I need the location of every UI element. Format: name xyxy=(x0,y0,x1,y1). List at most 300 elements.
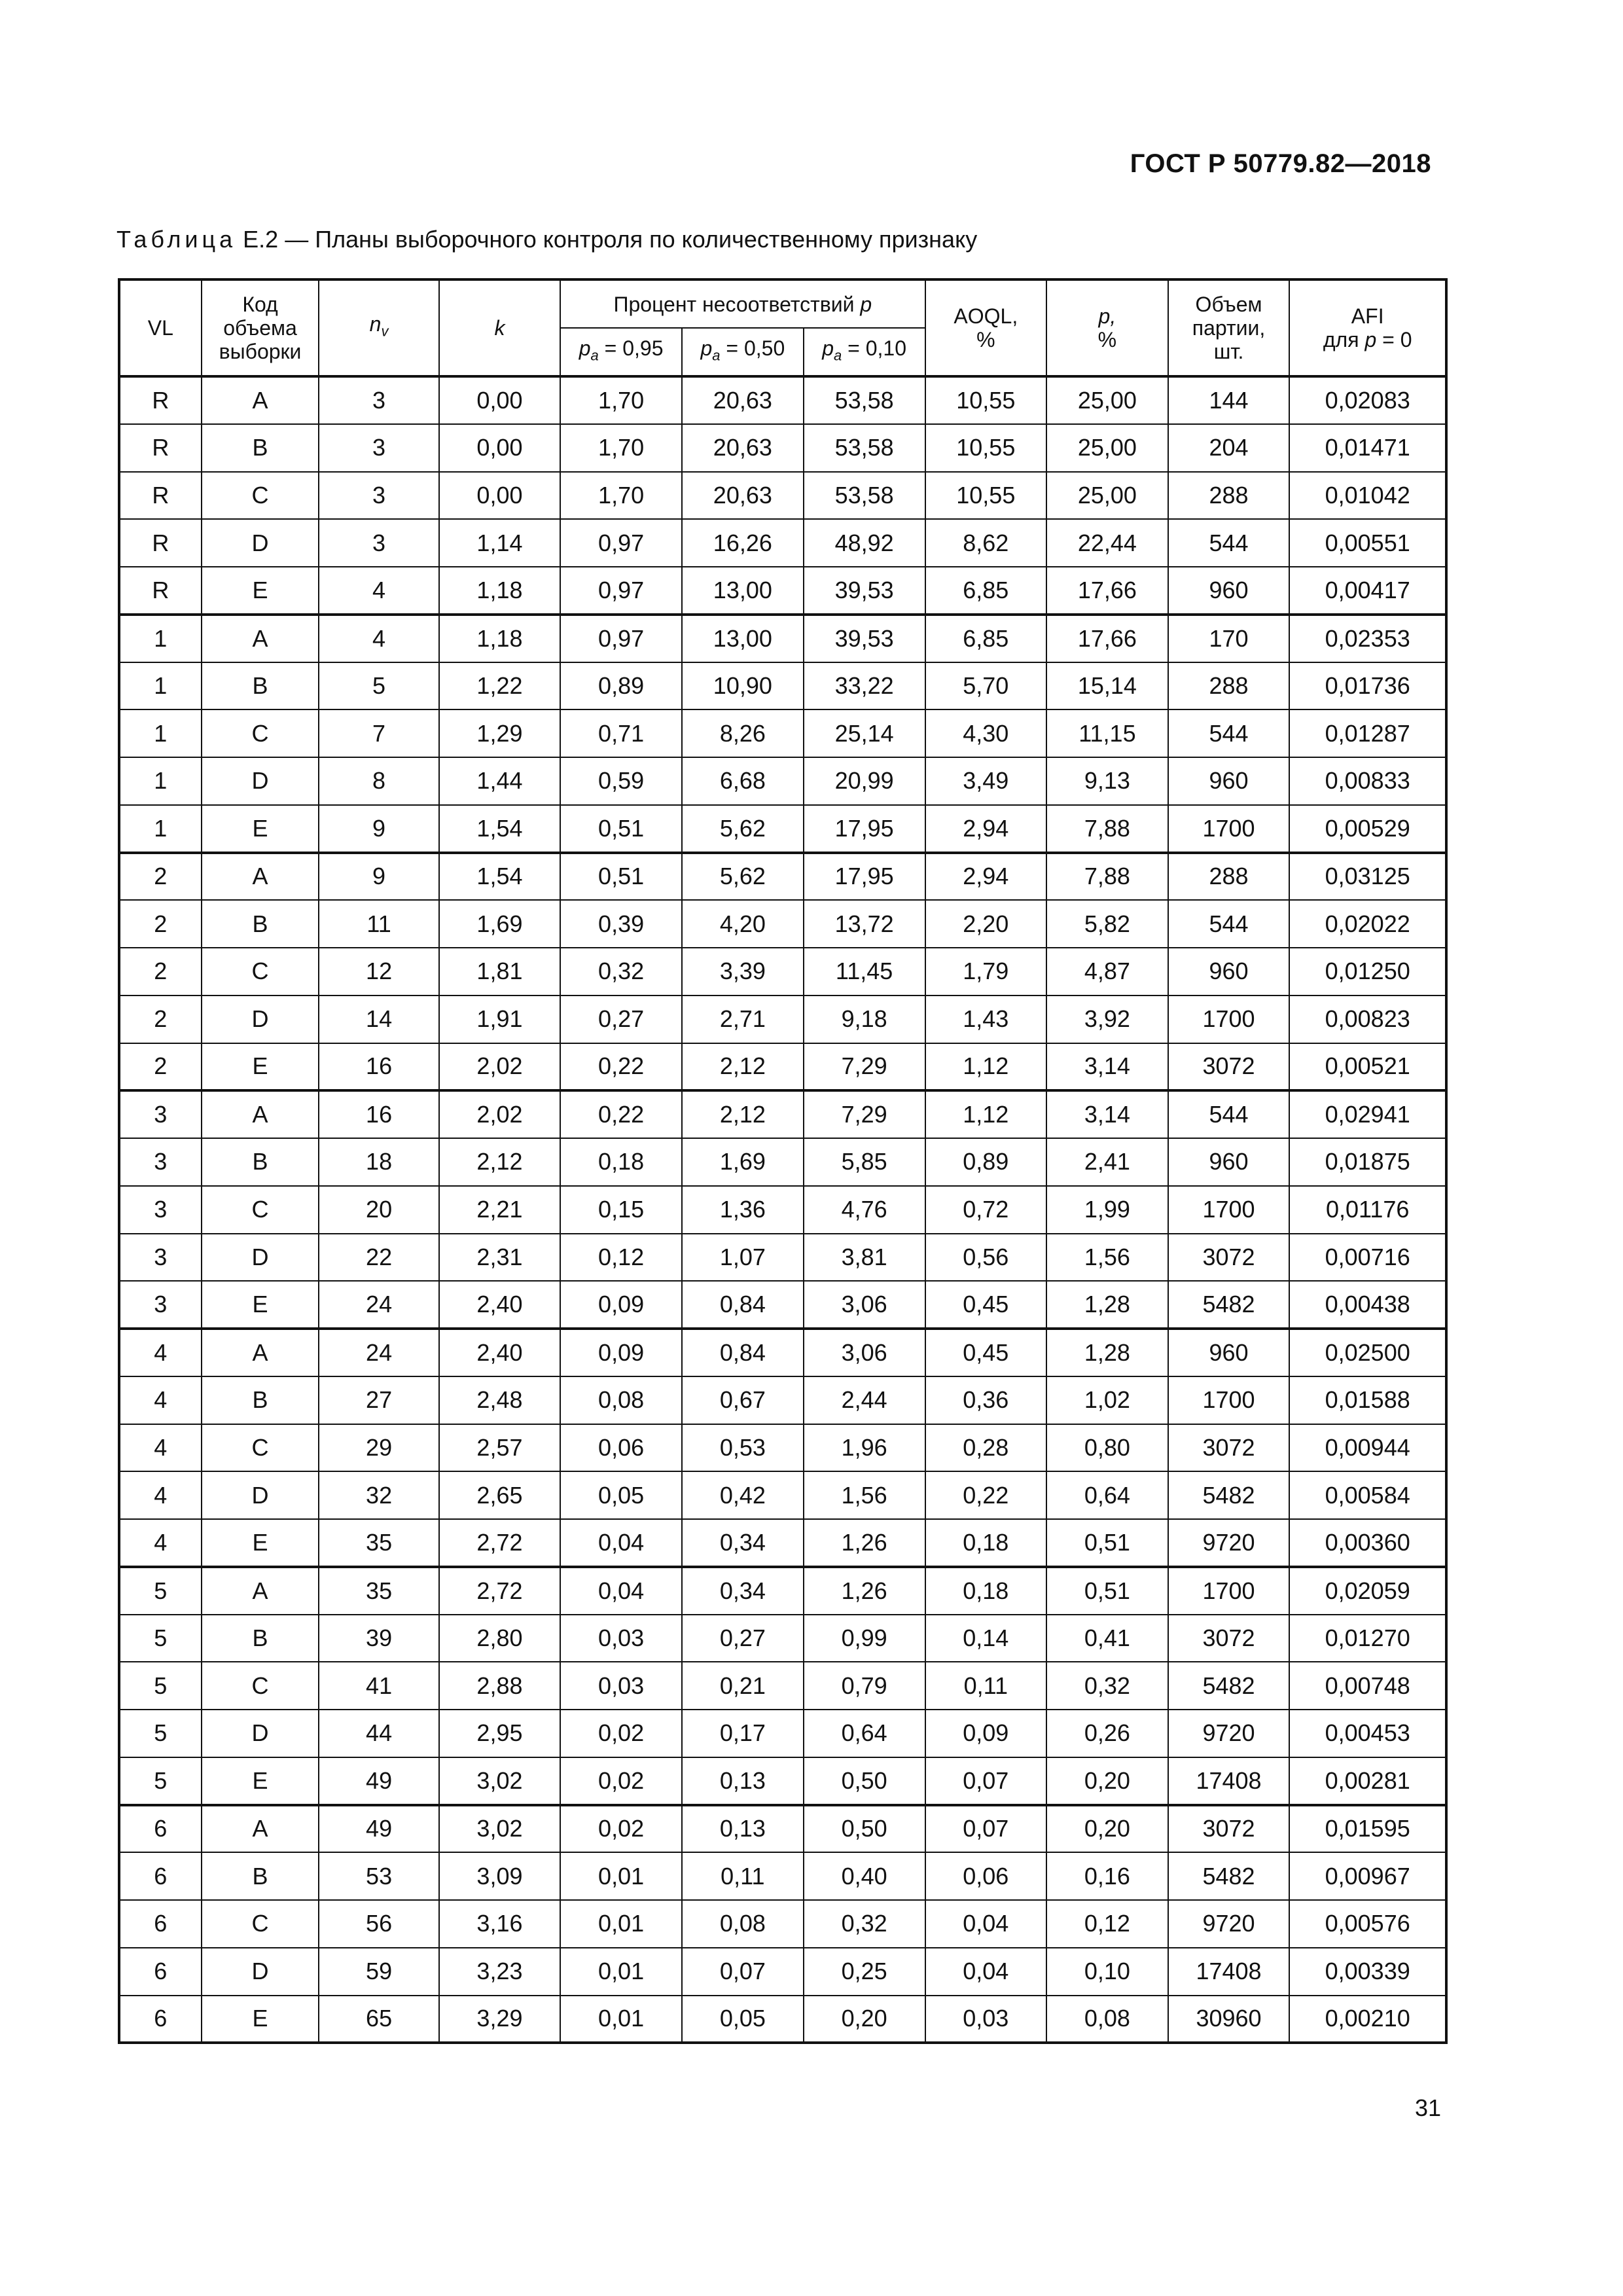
cell-vl: R xyxy=(119,376,202,424)
cell-afi: 0,00967 xyxy=(1289,1852,1446,1900)
cell-vl: 3 xyxy=(119,1234,202,1282)
cell-pa-050: 0,84 xyxy=(682,1281,804,1329)
cell-k: 1,22 xyxy=(439,662,560,710)
cell-p: 1,02 xyxy=(1046,1376,1168,1424)
cell-pa-050: 0,42 xyxy=(682,1471,804,1519)
header-pa-010: $p_a = 0,10$ xyxy=(804,328,925,376)
cell-pa-010: 17,95 xyxy=(804,805,925,853)
cell-pa-050: 2,12 xyxy=(682,1043,804,1091)
cell-pa-010: 39,53 xyxy=(804,567,925,615)
cell-p: 1,56 xyxy=(1046,1234,1168,1282)
table-row xyxy=(119,424,1446,472)
cell-code: E xyxy=(202,1757,319,1805)
cell-code: A xyxy=(202,376,319,424)
cell-aoql: 5,70 xyxy=(925,662,1047,710)
cell-vl: 4 xyxy=(119,1519,202,1567)
table-row xyxy=(119,948,1446,996)
cell-pa-095: 0,04 xyxy=(560,1567,682,1615)
cell-lot-size: 170 xyxy=(1168,615,1290,662)
cell-pa-050: 1,07 xyxy=(682,1234,804,1282)
cell-lot-size: 144 xyxy=(1168,376,1290,424)
cell-pa-010: 0,99 xyxy=(804,1615,925,1662)
cell-vl: 3 xyxy=(119,1090,202,1138)
cell-pa-050: 13,00 xyxy=(682,615,804,662)
cell-pa-095: 0,32 xyxy=(560,948,682,996)
cell-lot-size: 1700 xyxy=(1168,1567,1290,1615)
cell-vl: 5 xyxy=(119,1567,202,1615)
cell-code: A xyxy=(202,615,319,662)
cell-code: C xyxy=(202,1662,319,1710)
cell-pa-010: 33,22 xyxy=(804,662,925,710)
table-row xyxy=(119,1710,1446,1757)
cell-vl: 2 xyxy=(119,1043,202,1091)
cell-pa-050: 5,62 xyxy=(682,805,804,853)
table-row xyxy=(119,567,1446,615)
cell-code: C xyxy=(202,1424,319,1472)
table-row xyxy=(119,519,1446,567)
table-caption xyxy=(116,226,977,253)
cell-vl: 6 xyxy=(119,1852,202,1900)
cell-pa-095: 0,27 xyxy=(560,996,682,1043)
cell-code: E xyxy=(202,1519,319,1567)
cell-k: 2,65 xyxy=(439,1471,560,1519)
table-row xyxy=(119,1662,1446,1710)
cell-nv: 32 xyxy=(319,1471,438,1519)
cell-pa-010: 48,92 xyxy=(804,519,925,567)
cell-afi: 0,00417 xyxy=(1289,567,1446,615)
cell-pa-010: 0,20 xyxy=(804,1996,925,2043)
cell-lot-size: 5482 xyxy=(1168,1281,1290,1329)
table-row xyxy=(119,1852,1446,1900)
cell-afi: 0,02083 xyxy=(1289,376,1446,424)
cell-lot-size: 1700 xyxy=(1168,1186,1290,1234)
cell-k: 2,02 xyxy=(439,1090,560,1138)
cell-aoql: 0,45 xyxy=(925,1329,1047,1376)
cell-pa-095: 0,05 xyxy=(560,1471,682,1519)
cell-nv: 20 xyxy=(319,1186,438,1234)
cell-pa-010: 0,79 xyxy=(804,1662,925,1710)
cell-p: 3,14 xyxy=(1046,1043,1168,1091)
cell-code: E xyxy=(202,567,319,615)
cell-lot-size: 544 xyxy=(1168,709,1290,757)
table-row xyxy=(119,1567,1446,1615)
cell-lot-size: 9720 xyxy=(1168,1900,1290,1948)
cell-code: A xyxy=(202,1805,319,1853)
cell-pa-095: 0,02 xyxy=(560,1710,682,1757)
cell-lot-size: 960 xyxy=(1168,567,1290,615)
cell-nv: 4 xyxy=(319,567,438,615)
cell-code: B xyxy=(202,662,319,710)
cell-pa-010: 3,81 xyxy=(804,1234,925,1282)
cell-pa-095: 0,39 xyxy=(560,900,682,948)
cell-pa-095: 0,18 xyxy=(560,1138,682,1186)
cell-pa-010: 0,50 xyxy=(804,1805,925,1853)
cell-pa-095: 0,02 xyxy=(560,1757,682,1805)
table-row xyxy=(119,472,1446,520)
cell-lot-size: 17408 xyxy=(1168,1948,1290,1996)
cell-nv: 59 xyxy=(319,1948,438,1996)
cell-afi: 0,00339 xyxy=(1289,1948,1446,1996)
cell-pa-010: 1,56 xyxy=(804,1471,925,1519)
cell-pa-010: 1,26 xyxy=(804,1519,925,1567)
table-row xyxy=(119,1424,1446,1472)
cell-pa-010: 9,18 xyxy=(804,996,925,1043)
cell-aoql: 1,12 xyxy=(925,1090,1047,1138)
cell-code: B xyxy=(202,1852,319,1900)
cell-pa-050: 0,05 xyxy=(682,1996,804,2043)
cell-nv: 56 xyxy=(319,1900,438,1948)
cell-pa-010: 17,95 xyxy=(804,853,925,901)
cell-lot-size: 960 xyxy=(1168,1329,1290,1376)
cell-aoql: 1,43 xyxy=(925,996,1047,1043)
cell-afi: 0,00748 xyxy=(1289,1662,1446,1710)
cell-afi: 0,01176 xyxy=(1289,1186,1446,1234)
cell-lot-size: 3072 xyxy=(1168,1805,1290,1853)
cell-vl: R xyxy=(119,567,202,615)
cell-code: D xyxy=(202,1234,319,1282)
cell-nv: 4 xyxy=(319,615,438,662)
cell-p: 4,87 xyxy=(1046,948,1168,996)
cell-afi: 0,01250 xyxy=(1289,948,1446,996)
cell-pa-050: 6,68 xyxy=(682,757,804,805)
cell-nv: 27 xyxy=(319,1376,438,1424)
cell-aoql: 0,28 xyxy=(925,1424,1047,1472)
cell-k: 2,72 xyxy=(439,1567,560,1615)
cell-pa-095: 0,71 xyxy=(560,709,682,757)
cell-pa-050: 3,39 xyxy=(682,948,804,996)
cell-aoql: 0,18 xyxy=(925,1567,1047,1615)
header-aoql: AOQL, % xyxy=(925,279,1047,376)
cell-p: 7,88 xyxy=(1046,805,1168,853)
cell-aoql: 6,85 xyxy=(925,567,1047,615)
cell-p: 0,10 xyxy=(1046,1948,1168,1996)
cell-pa-095: 0,97 xyxy=(560,519,682,567)
cell-vl: 1 xyxy=(119,709,202,757)
cell-pa-095: 0,01 xyxy=(560,1948,682,1996)
cell-pa-095: 0,89 xyxy=(560,662,682,710)
cell-pa-050: 0,53 xyxy=(682,1424,804,1472)
cell-lot-size: 288 xyxy=(1168,662,1290,710)
cell-vl: 5 xyxy=(119,1757,202,1805)
cell-pa-010: 3,06 xyxy=(804,1281,925,1329)
cell-k: 3,02 xyxy=(439,1757,560,1805)
header-code: Код объема выборки xyxy=(202,279,319,376)
header-vl: VL xyxy=(119,279,202,376)
cell-aoql: 10,55 xyxy=(925,424,1047,472)
table-row xyxy=(119,1757,1446,1805)
cell-pa-095: 0,08 xyxy=(560,1376,682,1424)
cell-k: 2,40 xyxy=(439,1329,560,1376)
cell-p: 1,28 xyxy=(1046,1329,1168,1376)
cell-nv: 44 xyxy=(319,1710,438,1757)
table-row xyxy=(119,376,1446,424)
cell-pa-010: 53,58 xyxy=(804,472,925,520)
cell-afi: 0,00453 xyxy=(1289,1710,1446,1757)
cell-aoql: 3,49 xyxy=(925,757,1047,805)
cell-pa-050: 10,90 xyxy=(682,662,804,710)
cell-nv: 29 xyxy=(319,1424,438,1472)
table-row xyxy=(119,1043,1446,1091)
table-row xyxy=(119,1090,1446,1138)
cell-vl: 5 xyxy=(119,1662,202,1710)
cell-pa-050: 20,63 xyxy=(682,376,804,424)
cell-code: C xyxy=(202,1186,319,1234)
cell-pa-010: 3,06 xyxy=(804,1329,925,1376)
cell-p: 5,82 xyxy=(1046,900,1168,948)
header-lot-size: Объем партии, шт. xyxy=(1168,279,1290,376)
cell-p: 11,15 xyxy=(1046,709,1168,757)
cell-aoql: 0,22 xyxy=(925,1471,1047,1519)
cell-afi: 0,02022 xyxy=(1289,900,1446,948)
cell-k: 1,54 xyxy=(439,853,560,901)
cell-p: 1,99 xyxy=(1046,1186,1168,1234)
cell-aoql: 10,55 xyxy=(925,472,1047,520)
cell-afi: 0,01875 xyxy=(1289,1138,1446,1186)
cell-pa-095: 0,03 xyxy=(560,1662,682,1710)
table-row xyxy=(119,1900,1446,1948)
cell-afi: 0,00210 xyxy=(1289,1996,1446,2043)
cell-k: 1,69 xyxy=(439,900,560,948)
cell-nv: 53 xyxy=(319,1852,438,1900)
cell-pa-010: 53,58 xyxy=(804,376,925,424)
cell-nv: 49 xyxy=(319,1805,438,1853)
cell-aoql: 0,03 xyxy=(925,1996,1047,2043)
cell-p: 0,20 xyxy=(1046,1757,1168,1805)
cell-afi: 0,01736 xyxy=(1289,662,1446,710)
cell-aoql: 2,94 xyxy=(925,853,1047,901)
cell-afi: 0,00551 xyxy=(1289,519,1446,567)
table-row xyxy=(119,1186,1446,1234)
cell-pa-050: 2,12 xyxy=(682,1090,804,1138)
cell-pa-050: 13,00 xyxy=(682,567,804,615)
cell-code: E xyxy=(202,1281,319,1329)
cell-afi: 0,01471 xyxy=(1289,424,1446,472)
table-row xyxy=(119,757,1446,805)
cell-nv: 11 xyxy=(319,900,438,948)
cell-pa-010: 7,29 xyxy=(804,1043,925,1091)
cell-pa-010: 0,32 xyxy=(804,1900,925,1948)
cell-aoql: 0,11 xyxy=(925,1662,1047,1710)
cell-vl: R xyxy=(119,519,202,567)
cell-nv: 3 xyxy=(319,376,438,424)
cell-pa-050: 0,13 xyxy=(682,1805,804,1853)
cell-k: 2,72 xyxy=(439,1519,560,1567)
cell-pa-095: 0,97 xyxy=(560,615,682,662)
cell-afi: 0,00833 xyxy=(1289,757,1446,805)
cell-vl: 5 xyxy=(119,1710,202,1757)
cell-lot-size: 9720 xyxy=(1168,1519,1290,1567)
cell-code: E xyxy=(202,1996,319,2043)
cell-code: A xyxy=(202,1567,319,1615)
cell-code: A xyxy=(202,1090,319,1138)
cell-nv: 8 xyxy=(319,757,438,805)
cell-p: 25,00 xyxy=(1046,424,1168,472)
cell-lot-size: 3072 xyxy=(1168,1043,1290,1091)
cell-afi: 0,02059 xyxy=(1289,1567,1446,1615)
cell-k: 2,31 xyxy=(439,1234,560,1282)
cell-pa-095: 0,51 xyxy=(560,853,682,901)
table-row xyxy=(119,900,1446,948)
cell-k: 1,91 xyxy=(439,996,560,1043)
table-row xyxy=(119,662,1446,710)
cell-p: 22,44 xyxy=(1046,519,1168,567)
cell-nv: 49 xyxy=(319,1757,438,1805)
cell-k: 0,00 xyxy=(439,376,560,424)
cell-pa-050: 1,36 xyxy=(682,1186,804,1234)
cell-pa-050: 0,67 xyxy=(682,1376,804,1424)
cell-k: 2,12 xyxy=(439,1138,560,1186)
cell-nv: 7 xyxy=(319,709,438,757)
cell-nv: 22 xyxy=(319,1234,438,1282)
cell-lot-size: 288 xyxy=(1168,853,1290,901)
cell-pa-010: 5,85 xyxy=(804,1138,925,1186)
cell-lot-size: 5482 xyxy=(1168,1471,1290,1519)
table-row xyxy=(119,853,1446,901)
cell-nv: 9 xyxy=(319,853,438,901)
cell-vl: 6 xyxy=(119,1996,202,2043)
cell-pa-050: 0,27 xyxy=(682,1615,804,1662)
cell-aoql: 0,09 xyxy=(925,1710,1047,1757)
cell-afi: 0,00716 xyxy=(1289,1234,1446,1282)
cell-vl: 2 xyxy=(119,853,202,901)
cell-vl: 2 xyxy=(119,996,202,1043)
cell-pa-010: 11,45 xyxy=(804,948,925,996)
header-pa-095: $p_a = 0,95$ xyxy=(560,328,682,376)
cell-vl: R xyxy=(119,472,202,520)
cell-pa-095: 0,01 xyxy=(560,1852,682,1900)
table-row xyxy=(119,1138,1446,1186)
cell-k: 0,00 xyxy=(439,424,560,472)
cell-code: A xyxy=(202,1329,319,1376)
cell-vl: 6 xyxy=(119,1900,202,1948)
header-p: p, % xyxy=(1046,279,1168,376)
cell-vl: 3 xyxy=(119,1138,202,1186)
cell-lot-size: 960 xyxy=(1168,948,1290,996)
table-row xyxy=(119,1329,1446,1376)
cell-afi: 0,01595 xyxy=(1289,1805,1446,1853)
cell-p: 0,20 xyxy=(1046,1805,1168,1853)
cell-k: 3,16 xyxy=(439,1900,560,1948)
cell-pa-050: 1,69 xyxy=(682,1138,804,1186)
cell-pa-095: 0,15 xyxy=(560,1186,682,1234)
cell-pa-095: 0,09 xyxy=(560,1329,682,1376)
cell-pa-010: 20,99 xyxy=(804,757,925,805)
cell-p: 0,12 xyxy=(1046,1900,1168,1948)
cell-afi: 0,00584 xyxy=(1289,1471,1446,1519)
cell-code: E xyxy=(202,1043,319,1091)
table-row xyxy=(119,709,1446,757)
cell-aoql: 0,04 xyxy=(925,1948,1047,1996)
cell-aoql: 4,30 xyxy=(925,709,1047,757)
cell-aoql: 10,55 xyxy=(925,376,1047,424)
cell-afi: 0,02941 xyxy=(1289,1090,1446,1138)
cell-lot-size: 3072 xyxy=(1168,1424,1290,1472)
cell-k: 2,80 xyxy=(439,1615,560,1662)
cell-k: 1,14 xyxy=(439,519,560,567)
cell-pa-095: 0,09 xyxy=(560,1281,682,1329)
cell-pa-050: 0,08 xyxy=(682,1900,804,1948)
cell-p: 0,26 xyxy=(1046,1710,1168,1757)
cell-pa-050: 0,13 xyxy=(682,1757,804,1805)
cell-pa-010: 13,72 xyxy=(804,900,925,948)
cell-k: 0,00 xyxy=(439,472,560,520)
cell-vl: 1 xyxy=(119,615,202,662)
header-k: k xyxy=(439,279,560,376)
cell-p: 17,66 xyxy=(1046,615,1168,662)
cell-pa-050: 0,11 xyxy=(682,1852,804,1900)
table-row xyxy=(119,1281,1446,1329)
cell-aoql: 0,06 xyxy=(925,1852,1047,1900)
cell-p: 0,16 xyxy=(1046,1852,1168,1900)
cell-nv: 9 xyxy=(319,805,438,853)
cell-afi: 0,02500 xyxy=(1289,1329,1446,1376)
cell-p: 25,00 xyxy=(1046,376,1168,424)
table-row xyxy=(119,805,1446,853)
cell-pa-050: 8,26 xyxy=(682,709,804,757)
cell-pa-050: 0,84 xyxy=(682,1329,804,1376)
cell-code: C xyxy=(202,948,319,996)
cell-vl: 3 xyxy=(119,1186,202,1234)
cell-pa-050: 5,62 xyxy=(682,853,804,901)
cell-nv: 35 xyxy=(319,1519,438,1567)
cell-code: D xyxy=(202,757,319,805)
cell-vl: R xyxy=(119,424,202,472)
sampling-plans-table xyxy=(118,278,1448,2044)
cell-afi: 0,00281 xyxy=(1289,1757,1446,1805)
cell-p: 0,08 xyxy=(1046,1996,1168,2043)
cell-lot-size: 544 xyxy=(1168,519,1290,567)
cell-vl: 1 xyxy=(119,757,202,805)
cell-code: C xyxy=(202,1900,319,1948)
cell-afi: 0,00823 xyxy=(1289,996,1446,1043)
cell-pa-095: 1,70 xyxy=(560,472,682,520)
cell-pa-050: 0,34 xyxy=(682,1519,804,1567)
cell-aoql: 0,07 xyxy=(925,1757,1047,1805)
cell-nv: 41 xyxy=(319,1662,438,1710)
cell-pa-010: 2,44 xyxy=(804,1376,925,1424)
cell-pa-010: 0,50 xyxy=(804,1757,925,1805)
header-percent-nonconforming: Процент несоответствий p xyxy=(560,279,925,328)
cell-lot-size: 17408 xyxy=(1168,1757,1290,1805)
cell-code: D xyxy=(202,1948,319,1996)
cell-k: 2,40 xyxy=(439,1281,560,1329)
cell-afi: 0,01270 xyxy=(1289,1615,1446,1662)
cell-afi: 0,00360 xyxy=(1289,1519,1446,1567)
table-row xyxy=(119,1615,1446,1662)
cell-nv: 35 xyxy=(319,1567,438,1615)
cell-lot-size: 3072 xyxy=(1168,1615,1290,1662)
cell-afi: 0,02353 xyxy=(1289,615,1446,662)
cell-afi: 0,00438 xyxy=(1289,1281,1446,1329)
table-header xyxy=(119,279,1446,376)
cell-nv: 16 xyxy=(319,1090,438,1138)
cell-lot-size: 544 xyxy=(1168,1090,1290,1138)
cell-code: C xyxy=(202,472,319,520)
cell-lot-size: 9720 xyxy=(1168,1710,1290,1757)
cell-vl: 6 xyxy=(119,1948,202,1996)
cell-pa-095: 0,01 xyxy=(560,1996,682,2043)
cell-pa-010: 7,29 xyxy=(804,1090,925,1138)
cell-nv: 39 xyxy=(319,1615,438,1662)
cell-aoql: 0,56 xyxy=(925,1234,1047,1282)
cell-aoql: 0,04 xyxy=(925,1900,1047,1948)
cell-k: 3,09 xyxy=(439,1852,560,1900)
cell-lot-size: 1700 xyxy=(1168,996,1290,1043)
cell-aoql: 0,36 xyxy=(925,1376,1047,1424)
cell-code: B xyxy=(202,900,319,948)
caption-text: Е.2 — Планы выборочного контроля по количественному признаку xyxy=(236,226,978,253)
cell-k: 1,18 xyxy=(439,615,560,662)
